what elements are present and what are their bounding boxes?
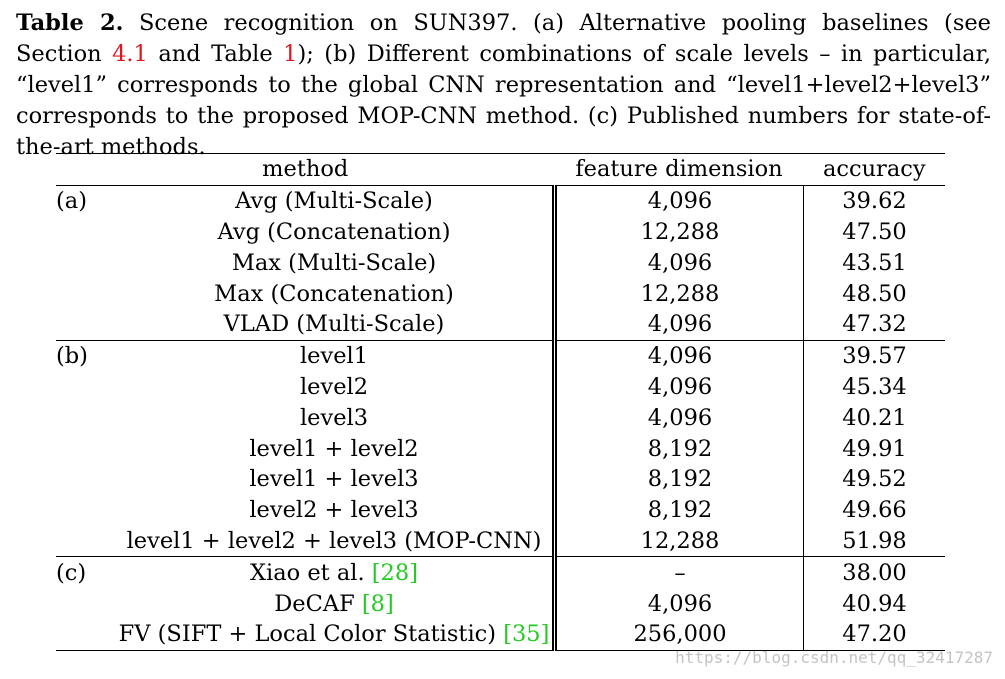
citation-link[interactable]: [28] <box>371 559 418 586</box>
table-row <box>56 340 945 371</box>
accuracy-cell: 38.00 <box>842 559 907 586</box>
dimension-cell: 4,096 <box>555 402 804 433</box>
method-cell <box>116 278 555 309</box>
method-cell <box>116 464 555 495</box>
method-cell <box>116 217 555 248</box>
group-label-empty <box>56 217 116 248</box>
method-name: FV (SIFT + Local Color Statistic) <box>118 621 504 648</box>
caption-text: ); (b) Different combinations of scale levels – in particular, “level1” corresponds to the global CNN representation and “level1+level2+level3” corresponds to the proposed MOP-CNN method. (c) Published numbers for state-of-the-art methods. <box>16 41 992 160</box>
table-row <box>56 278 945 309</box>
group-label: (c) <box>56 559 87 586</box>
dimension-cell: 8,192 <box>555 464 804 495</box>
accuracy-cell: 48.50 <box>842 280 907 307</box>
group-label: (a) <box>56 188 87 215</box>
group-label-empty <box>56 619 116 650</box>
group-a <box>56 185 945 340</box>
caption-text: and Table <box>147 41 284 67</box>
group-c <box>56 557 945 650</box>
dimension-cell: 12,288 <box>555 526 804 557</box>
table-row <box>56 217 945 248</box>
method-name: DeCAF <box>274 590 362 617</box>
dimension-cell: 12,288 <box>555 217 804 248</box>
method-name: level3 <box>299 404 369 431</box>
method-cell <box>116 309 555 340</box>
method-cell <box>116 619 555 650</box>
table-row <box>56 402 945 433</box>
accuracy-cell: 47.20 <box>842 621 907 648</box>
table-row <box>56 495 945 526</box>
header-dimension: feature dimension <box>575 156 783 183</box>
caption-text: Scene recognition on SUN397. (a) Alternative pooling baselines (see Section <box>16 10 991 67</box>
section-ref-link[interactable]: 4.1 <box>112 41 148 67</box>
group-label-empty <box>56 526 116 557</box>
group-label-empty <box>56 433 116 464</box>
method-cell <box>116 557 555 588</box>
accuracy-cell: 40.21 <box>842 404 907 431</box>
method-cell <box>116 340 555 371</box>
dimension-cell: 4,096 <box>555 372 804 403</box>
table-row <box>56 588 945 619</box>
group-label-empty <box>56 495 116 526</box>
table-row <box>56 464 945 495</box>
method-cell <box>116 526 555 557</box>
group-label-empty <box>56 309 116 340</box>
dimension-cell: 4,096 <box>555 588 804 619</box>
accuracy-cell: 39.57 <box>842 343 907 370</box>
group-label-empty <box>56 372 116 403</box>
header-accuracy: accuracy <box>822 156 926 183</box>
method-name: Avg (Concatenation) <box>217 218 451 245</box>
dimension-cell: 12,288 <box>555 278 804 309</box>
table-ref-link[interactable]: 1 <box>283 41 298 67</box>
method-cell <box>116 372 555 403</box>
method-cell <box>116 433 555 464</box>
dimension-cell: 8,192 <box>555 433 804 464</box>
citation-link[interactable]: [8] <box>361 590 394 617</box>
method-cell <box>116 402 555 433</box>
dimension-cell: 8,192 <box>555 495 804 526</box>
header-method: method <box>262 156 349 183</box>
method-cell <box>116 588 555 619</box>
method-cell <box>116 185 555 216</box>
dimension-cell: 4,096 <box>555 340 804 371</box>
dimension-cell: 4,096 <box>555 185 804 216</box>
method-name: level2 + level3 <box>249 497 419 524</box>
table-row <box>56 309 945 340</box>
table-row <box>56 557 945 588</box>
accuracy-cell: 47.32 <box>842 311 907 338</box>
method-cell <box>116 247 555 278</box>
table-row <box>56 619 945 650</box>
group-label-empty <box>56 588 116 619</box>
method-name: level1 <box>299 343 369 370</box>
accuracy-cell: 51.98 <box>842 527 907 554</box>
method-name: Max (Concatenation) <box>214 280 454 307</box>
citation-link[interactable]: [35] <box>503 621 550 648</box>
accuracy-cell: 40.94 <box>842 590 907 617</box>
accuracy-cell: 39.62 <box>842 188 907 215</box>
accuracy-cell: 47.50 <box>842 218 907 245</box>
results-table <box>56 153 945 651</box>
group-label-empty <box>56 464 116 495</box>
dimension-cell: – <box>555 557 804 588</box>
dimension-cell: 256,000 <box>555 619 804 650</box>
accuracy-cell: 49.52 <box>842 466 907 493</box>
table-row <box>56 433 945 464</box>
method-name: level1 + level2 <box>249 435 419 462</box>
method-name: level1 + level2 + level3 (MOP-CNN) <box>126 527 542 554</box>
group-label-empty <box>56 402 116 433</box>
accuracy-cell: 49.91 <box>842 435 907 462</box>
table-row <box>56 526 945 557</box>
table-row <box>56 372 945 403</box>
group-label: (b) <box>56 343 88 370</box>
dimension-cell: 4,096 <box>555 247 804 278</box>
accuracy-cell: 43.51 <box>842 249 907 276</box>
watermark: https://blog.csdn.net/qq_32417287 <box>675 648 993 667</box>
accuracy-cell: 49.66 <box>842 497 907 524</box>
group-b <box>56 340 945 557</box>
table-row <box>56 247 945 278</box>
table-row <box>56 185 945 216</box>
accuracy-cell: 45.34 <box>842 373 907 400</box>
method-name: level1 + level3 <box>249 466 419 493</box>
dimension-cell: 4,096 <box>555 309 804 340</box>
caption-label: Table 2. <box>16 10 124 36</box>
group-label-empty <box>56 278 116 309</box>
table-caption <box>16 8 991 163</box>
group-label-empty <box>56 247 116 278</box>
method-name: Max (Multi-Scale) <box>231 249 437 276</box>
method-name: Xiao et al. <box>250 559 372 586</box>
method-name: VLAD (Multi-Scale) <box>223 311 445 338</box>
method-name: level2 <box>299 373 369 400</box>
method-name: Avg (Multi-Scale) <box>235 188 433 215</box>
method-cell <box>116 495 555 526</box>
header-row <box>56 154 945 186</box>
